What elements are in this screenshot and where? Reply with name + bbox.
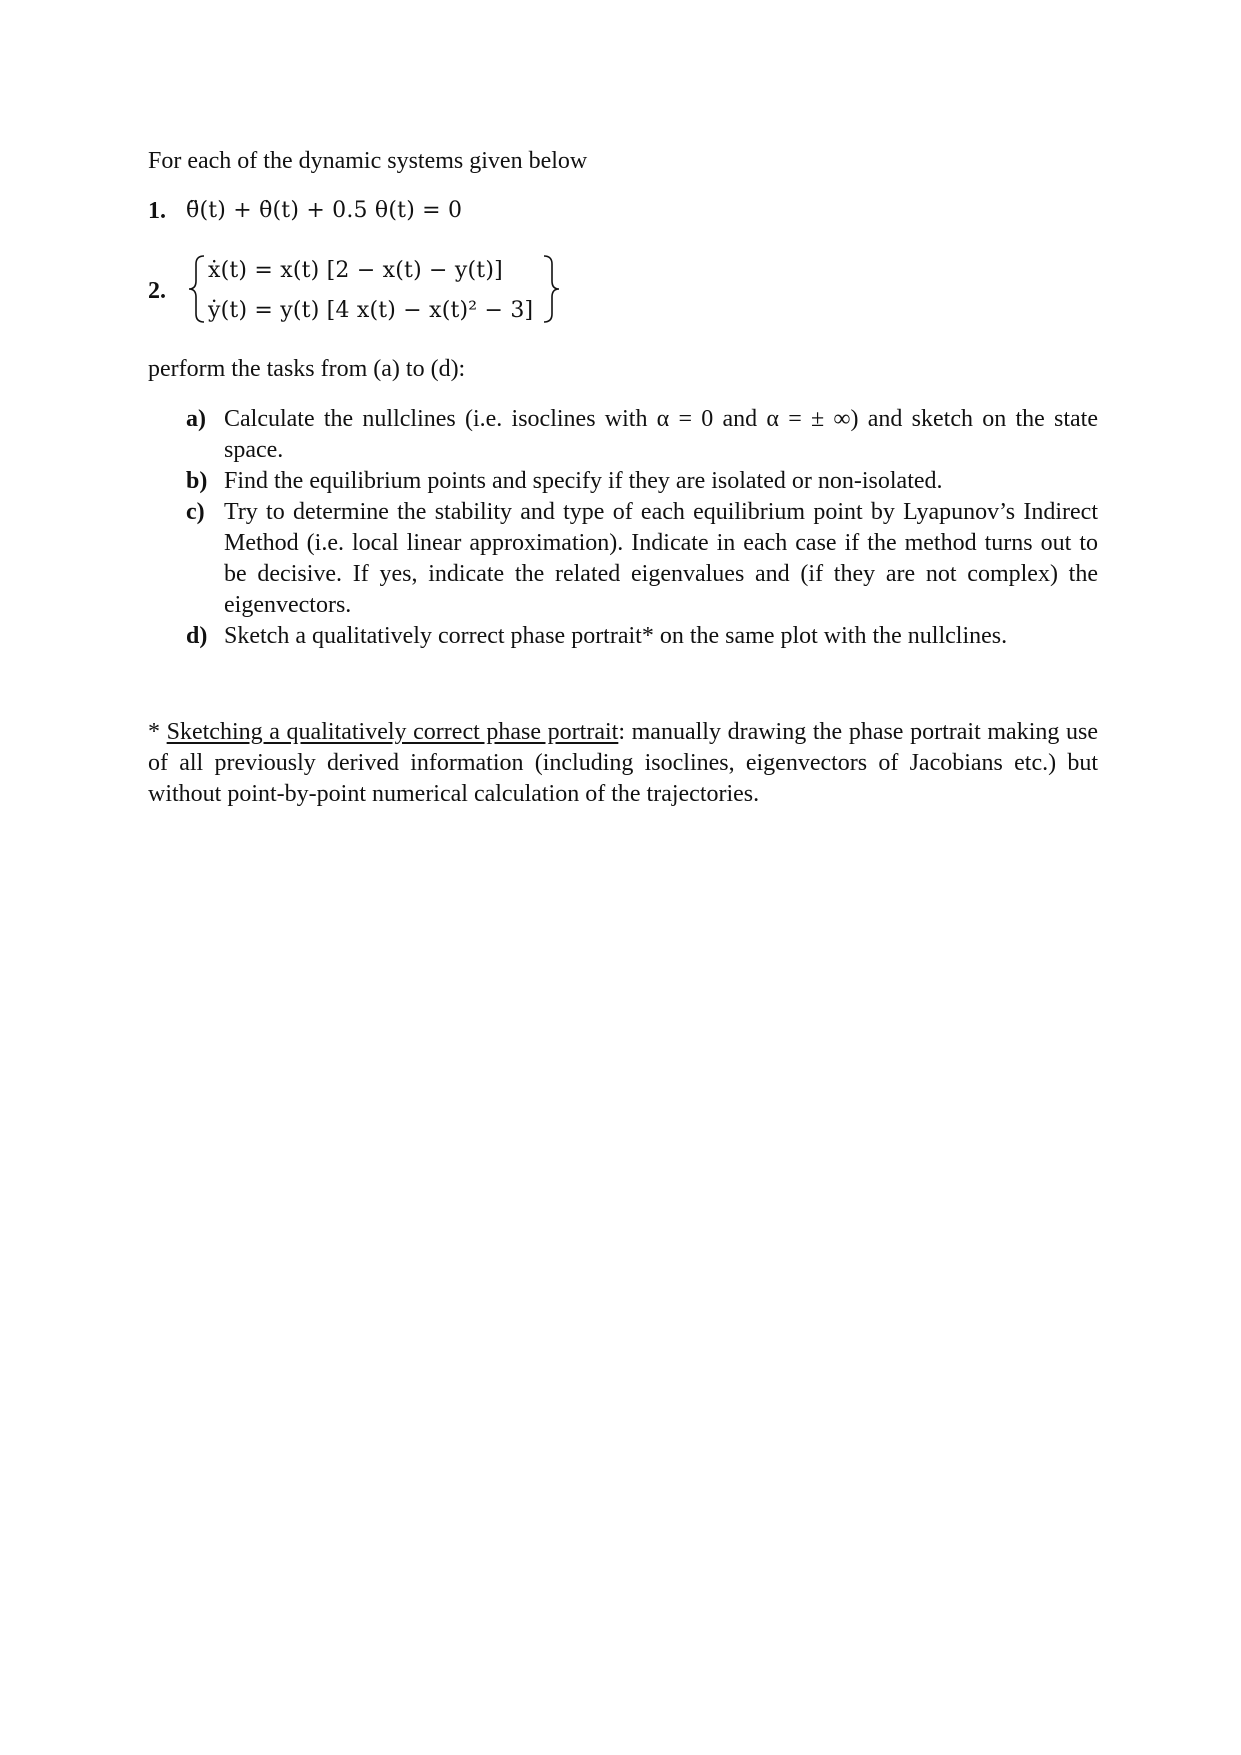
footnote [148, 717, 1098, 810]
task-text: Calculate the nullclines (i.e. isoclines with α = 0 and α = ± ∞) and sketch on the state space. [224, 406, 1098, 463]
task-item-b [186, 466, 1098, 497]
system-2-label: 2. [148, 278, 166, 304]
task-list [186, 404, 1098, 652]
task-text: Find the equilibrium points and specify if they are isolated or non-isolated. [224, 468, 943, 494]
footnote-body: : manually drawing the phase portrait making use of all previously derived information (including isoclines, eigenvectors of Jacobians etc.) but without point-by-point numerical calculation of the trajectories. [148, 719, 1098, 807]
system-2-equation-x: ẋ(t) = x(t) [2 − x(t) − y(t)] [208, 258, 503, 283]
task-label: d) [186, 623, 208, 649]
system-1-equation: θ̈(t) + θ̇(t) + 0.5 θ(t) = 0 [186, 198, 463, 223]
system-1-label: 1. [148, 198, 166, 224]
task-label: a) [186, 406, 206, 432]
system-2-equation-y: ẏ(t) = y(t) [4 x(t) − x(t)² − 3] [208, 298, 534, 323]
footnote-marker: * [148, 719, 167, 745]
intro-text: For each of the dynamic systems given below [148, 148, 588, 174]
right-brace [540, 254, 562, 324]
task-item-a [186, 404, 1098, 466]
perform-text: perform the tasks from (a) to (d): [148, 356, 466, 382]
task-text: Sketch a qualitatively correct phase portrait* on the same plot with the nullclines. [224, 623, 1008, 649]
task-item-c [186, 497, 1098, 621]
task-item-d [186, 621, 1098, 652]
left-brace [186, 254, 208, 324]
task-label: b) [186, 468, 208, 494]
footnote-title: Sketching a qualitatively correct phase portrait [166, 719, 619, 745]
task-label: c) [186, 499, 205, 525]
task-text: Try to determine the stability and type of each equilibrium point by Lyapunov’s Indirect Method (i.e. local linear approximation). Indicate in each case if the method turns out to be decisive. If yes, indicate the related eigenvalues and (if they are not complex) the eigenvectors. [224, 499, 1098, 618]
